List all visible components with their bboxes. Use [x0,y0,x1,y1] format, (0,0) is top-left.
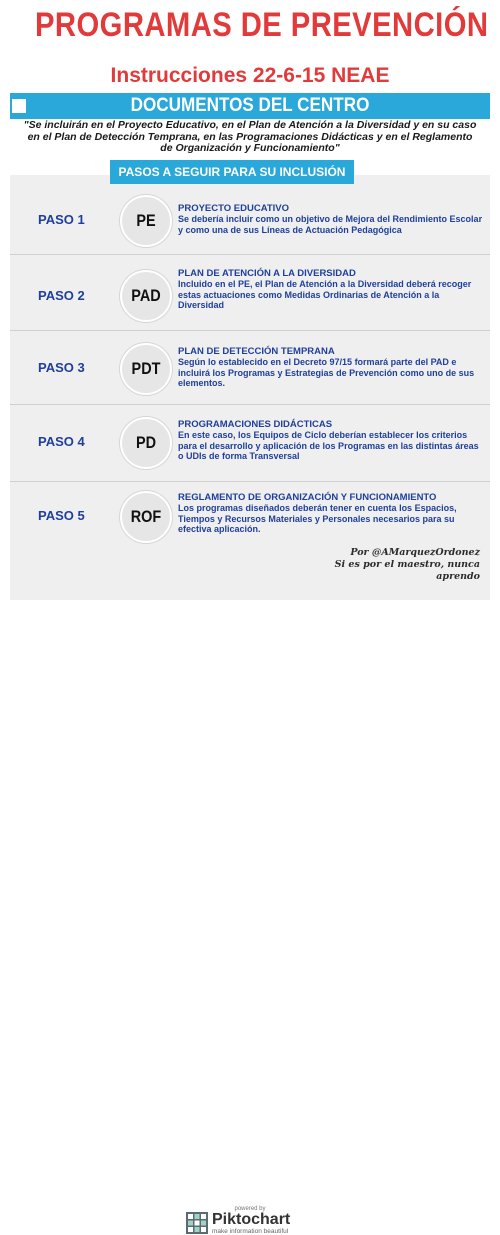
step-badge [120,491,172,543]
piktochart-brand: Piktochart [212,1211,291,1228]
step-badge [120,195,172,247]
step-divider [10,254,490,255]
step-description: Se debería incluir como un objetivo de Mejora del Rendimiento Escolar y como una de sus Líneas de Actuación Pedagógica [178,214,483,235]
steps-header: PASOS A SEGUIR PARA SU INCLUSIÓN [118,165,346,179]
step-title: PLAN DE ATENCIÓN A LA DIVERSIDAD [178,268,356,279]
author-signature [300,547,480,583]
author-motto: Si es por el maestro, nunca aprendo [334,559,480,582]
step-badge [120,270,172,322]
step-title: PROYECTO EDUCATIVO [178,203,290,214]
step-description: Según lo establecido en el Decreto 97/15 formará parte del PAD e incluirá los Programas y Estrategias de Prevención como uno de sus elementos. [178,357,475,388]
step-label: PASO 1 [38,212,85,227]
step-description: En este caso, los Equipos de Ciclo deberían establecer los criterios para el desarrollo y aplicación de los Programas en las distintas áreas o UDIs de forma Transversal [178,430,479,461]
piktochart-tagline: make information beautiful [212,1228,289,1235]
step-badge-text: PD [135,433,157,452]
step-badge-text: PDT [131,359,161,378]
footer [0,600,500,1235]
step-title: PROGRAMACIONES DIDÁCTICAS [178,419,333,430]
step-label: PASO 5 [38,508,85,523]
page-title: PROGRAMAS DE PREVENCIÓN [35,6,489,44]
step-divider [10,330,490,331]
author-handle: Por @AMarquezOrdonez [350,547,480,558]
step-title: REGLAMENTO DE ORGANIZACIÓN Y FUNCIONAMIENTO [178,492,437,503]
piktochart-logo-icon [186,1212,208,1234]
step-badge-text: PE [136,211,156,230]
page-subtitle: Instrucciones 22-6-15 NEAE [110,64,390,87]
documents-title: DOCUMENTOS DEL CENTRO [130,95,370,116]
step-badge [120,343,172,395]
step-description: Incluido en el PE, el Plan de Atención a la Diversidad deberá recoger estas actuaciones como Medidas Ordinarias de Atención a la Diversidad [178,279,472,310]
step-label: PASO 4 [38,434,85,449]
step-divider [10,404,490,405]
step-badge-text: ROF [130,507,162,526]
documents-quote: "Se incluirán en el Proyecto Educativo, en el Plan de Atención a la Diversidad y en su caso en el Plan de Detección Temprana, en las Programaciones Didácticas y en el Reglamento de Organización y Funcionamiento" [23,119,477,154]
powered-by-text: powered by [234,1206,266,1212]
step-label: PASO 2 [38,288,85,303]
step-badge [120,417,172,469]
step-label: PASO 3 [38,360,85,375]
banner-notch [12,99,26,113]
step-description: Los programas diseñados deberán tener en cuenta los Espacios, Tiempos y Recursos Materiales y Personales necesarios para su efectiva aplicación. [178,503,457,534]
infographic-poster [0,0,500,600]
step-badge-text: PAD [131,286,161,305]
step-title: PLAN DE DETECCIÓN TEMPRANA [178,346,335,357]
step-divider [10,481,490,482]
